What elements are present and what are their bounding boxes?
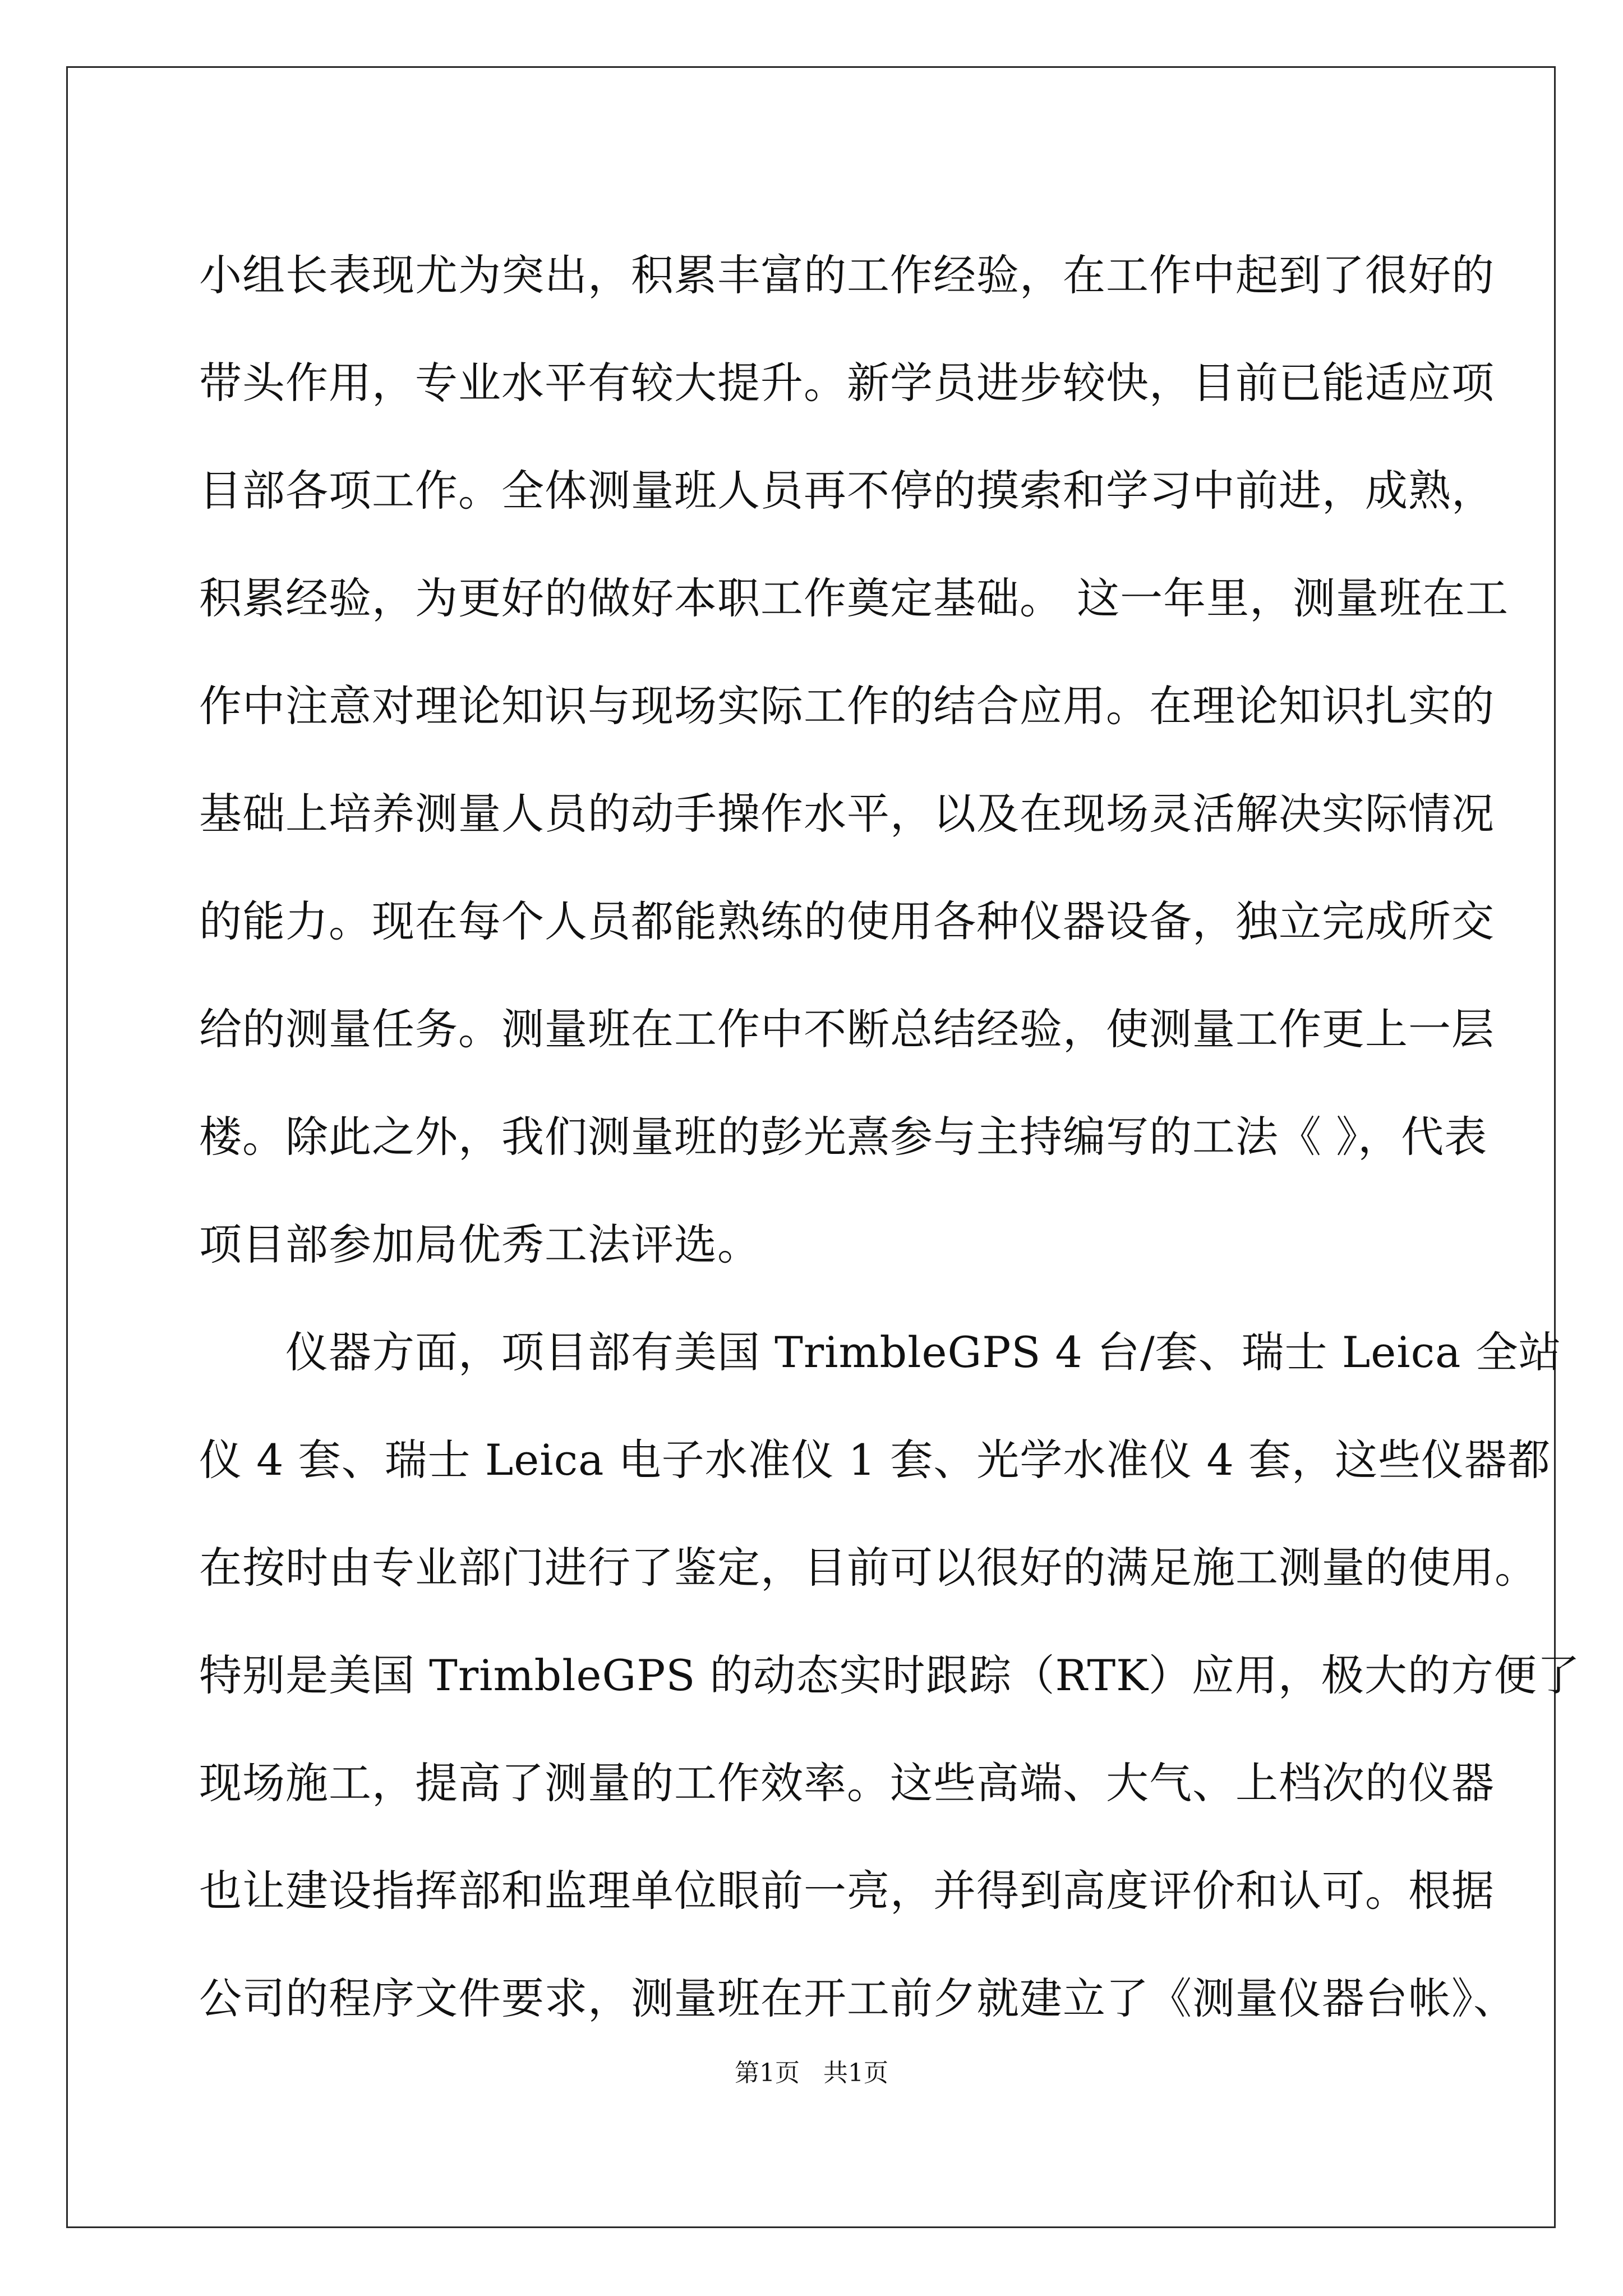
text-line: 的能力。现在每个人员都能熟练的使用各种仪器设备，独立完成所交 <box>199 896 1495 946</box>
text-line: 基础上培养测量人员的动手操作水平，以及在现场灵活解决实际情况 <box>199 789 1495 839</box>
text-line: 给的测量任务。测量班在工作中不断总结经验，使测量工作更上一层 <box>199 1004 1495 1054</box>
text-line: 公司的程序文件要求，测量班在开工前夕就建立了《测量仪器台帐》、 <box>199 1973 1516 2023</box>
text-line: 楼。除此之外，我们测量班的彭光熹参与主持编写的工法《 》，代表 <box>199 1112 1488 1162</box>
text-line: 带头作用，专业水平有较大提升。新学员进步较快，目前已能适应项 <box>199 358 1495 408</box>
text-line: 作中注意对理论知识与现场实际工作的结合应用。在理论知识扎实的 <box>199 681 1495 731</box>
text-line: 特别是美国 TrimbleGPS 的动态实时跟踪（RTK）应用，极大的方便了 <box>199 1650 1580 1700</box>
page-footer <box>0 2056 1623 2090</box>
text-line: 项目部参加局优秀工法评选。 <box>199 1220 760 1269</box>
text-line: 仪 4 套、瑞士 Leica 电子水准仪 1 套、光学水准仪 4 套，这些仪器都 <box>199 1435 1551 1485</box>
text-line: 小组长表现尤为突出，积累丰富的工作经验，在工作中起到了很好的 <box>199 250 1495 300</box>
page-number: 第1页 <box>735 2059 800 2087</box>
text-line: 现场施工，提高了测量的工作效率。这些高端、大气、上档次的仪器 <box>199 1758 1495 1808</box>
text-line: 目部各项工作。全体测量班人员再不停的摸索和学习中前进，成熟， <box>199 466 1495 516</box>
text-line: 仪器方面，项目部有美国 TrimbleGPS 4 台/套、瑞士 Leica 全站 <box>199 1327 1562 1377</box>
document-body <box>199 222 1580 2053</box>
text-line: 也让建设指挥部和监理单位眼前一亮，并得到高度评价和认可。根据 <box>199 1866 1495 1916</box>
page-total: 共1页 <box>823 2059 888 2087</box>
text-line: 在按时由专业部门进行了鉴定，目前可以很好的满足施工测量的使用。 <box>199 1543 1538 1593</box>
text-line: 积累经验，为更好的做好本职工作奠定基础。 这一年里，测量班在工 <box>199 573 1509 623</box>
